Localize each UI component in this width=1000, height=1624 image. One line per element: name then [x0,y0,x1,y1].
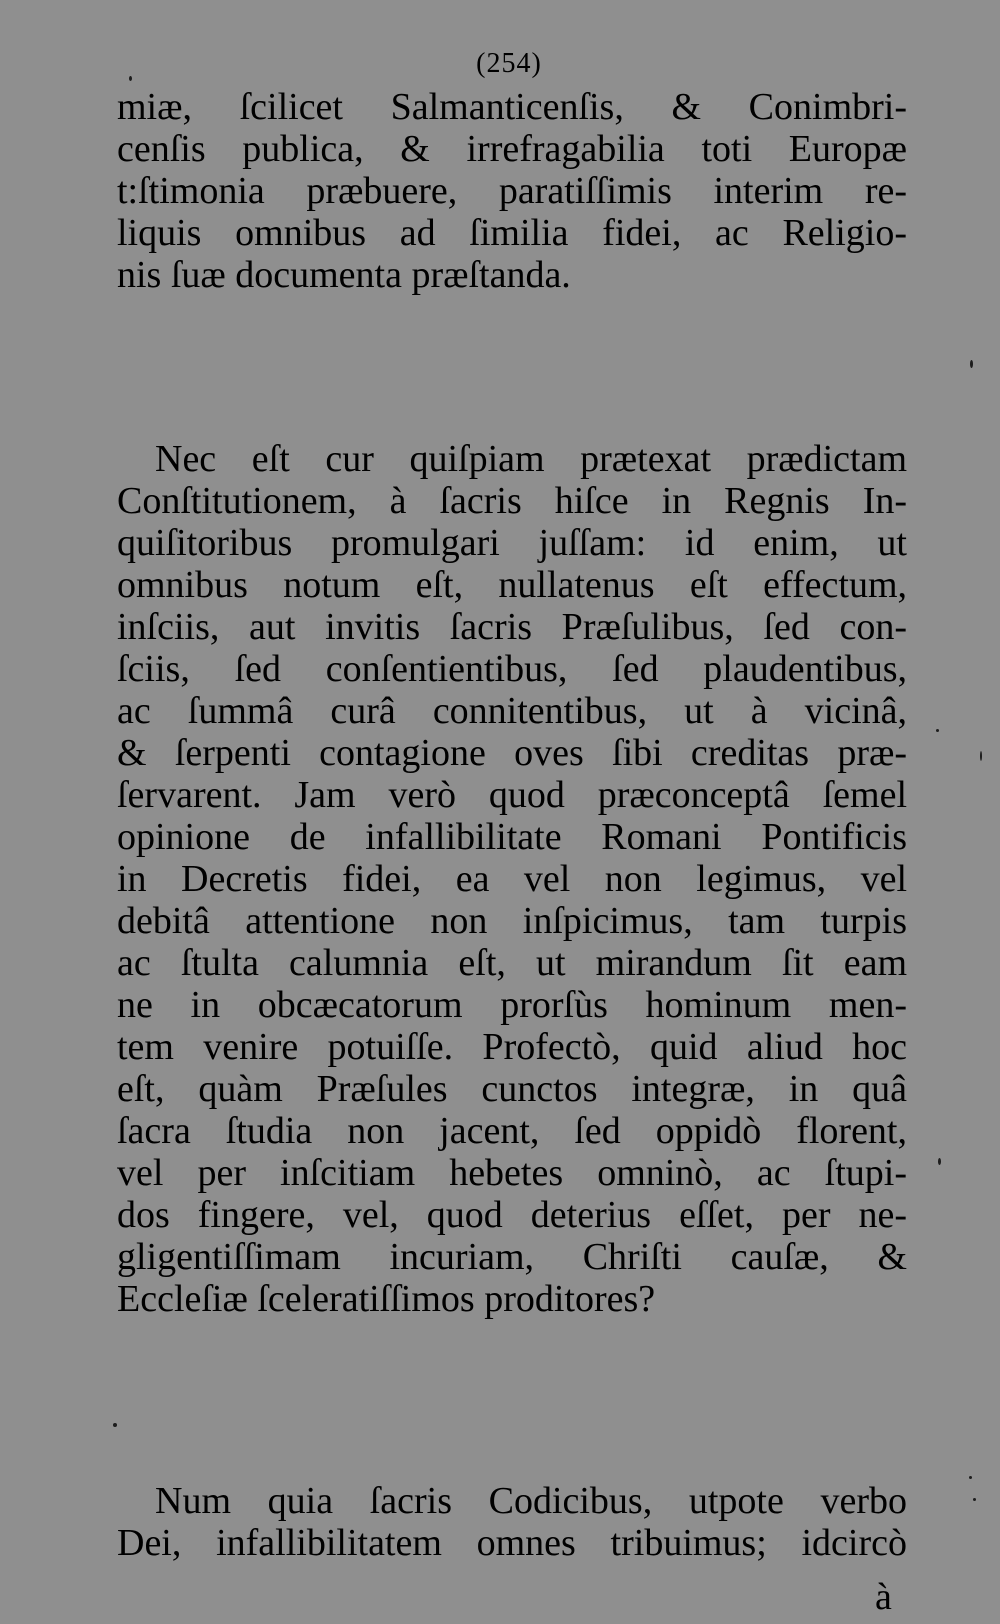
scan-speck [980,751,982,761]
text-line: omnibus notum eſt, nullatenus eſt effectum, [117,564,907,606]
scan-speck [129,76,132,81]
paragraph-num-quia [117,1480,907,1564]
text-line: ac ſtulta calumnia eſt, ut mirandum ſit eam [117,942,907,984]
text-line: in Decretis fidei, ea vel non legimus, vel [117,858,907,900]
text-line: ac ſummâ curâ connitentibus, ut à vicinâ, [117,690,907,732]
scan-speck [970,360,973,368]
text-line: tem venire potuiſſe. Profectò, quid aliud hoc [117,1026,907,1068]
text-line: opinione de infallibilitate Romani Pontificis [117,816,907,858]
text-line: gligentiſſimam incuriam, Chriſti cauſæ, & [117,1236,907,1278]
paragraph-nec-est [117,438,907,1320]
text-line: ſciis, ſed conſentientibus, ſed plaudentibus, [117,648,907,690]
scan-speck [113,1423,117,1427]
text-line: miæ, ſcilicet Salmanticenſis, & Conimbri- [117,86,907,128]
paragraph-continuation [117,86,907,296]
text-line: Conſtitutionem, à ſacris hiſce in Regnis In- [117,480,907,522]
text-line: ſacra ſtudia non jacent, ſed oppidò florent, [117,1110,907,1152]
text-line: nis ſuæ documenta præſtanda. [117,254,571,296]
text-line: inſciis, aut invitis ſacris Præſulibus, ſed con- [117,606,907,648]
text-line: liquis omnibus ad ſimilia fidei, ac Religio- [117,212,907,254]
text-line: dos fingere, vel, quod deterius eſſet, per ne- [117,1194,907,1236]
text-line: t:ſtimonia præbuere, paratiſſimis interim re- [117,170,907,212]
scan-speck [973,1498,976,1501]
text-line: ne in obcæcatorum prorſùs hominum men- [117,984,907,1026]
text-line: Nec eſt cur quiſpiam prætexat prædictam [155,438,907,480]
text-line: cenſis publica, & irrefragabilia toti Europæ [117,128,907,170]
catchword: à [875,1576,892,1618]
scan-speck [969,1476,972,1479]
text-line: eſt, quàm Præſules cunctos integræ, in quâ [117,1068,907,1110]
text-line: ſervarent. Jam verò quod præconceptâ ſemel [117,774,907,816]
text-line: & ſerpenti contagione oves ſibi creditas præ- [117,732,907,774]
text-line: Dei, infallibilitatem omnes tribuimus; idcircò [117,1522,907,1564]
text-line: quiſitoribus promulgari juſſam: id enim, ut [117,522,907,564]
scan-speck [936,729,939,732]
text-line: debitâ attentione non inſpicimus, tam turpis [117,900,907,942]
text-line: vel per inſcitiam hebetes omninò, ac ſtupi- [117,1152,907,1194]
text-line: Eccleſiæ ſceleratiſſimos proditores? [117,1278,656,1320]
scan-speck [938,1158,941,1165]
text-line: Num quia ſacris Codicibus, utpote verbo [155,1480,907,1522]
page-number: (254) [476,48,542,79]
